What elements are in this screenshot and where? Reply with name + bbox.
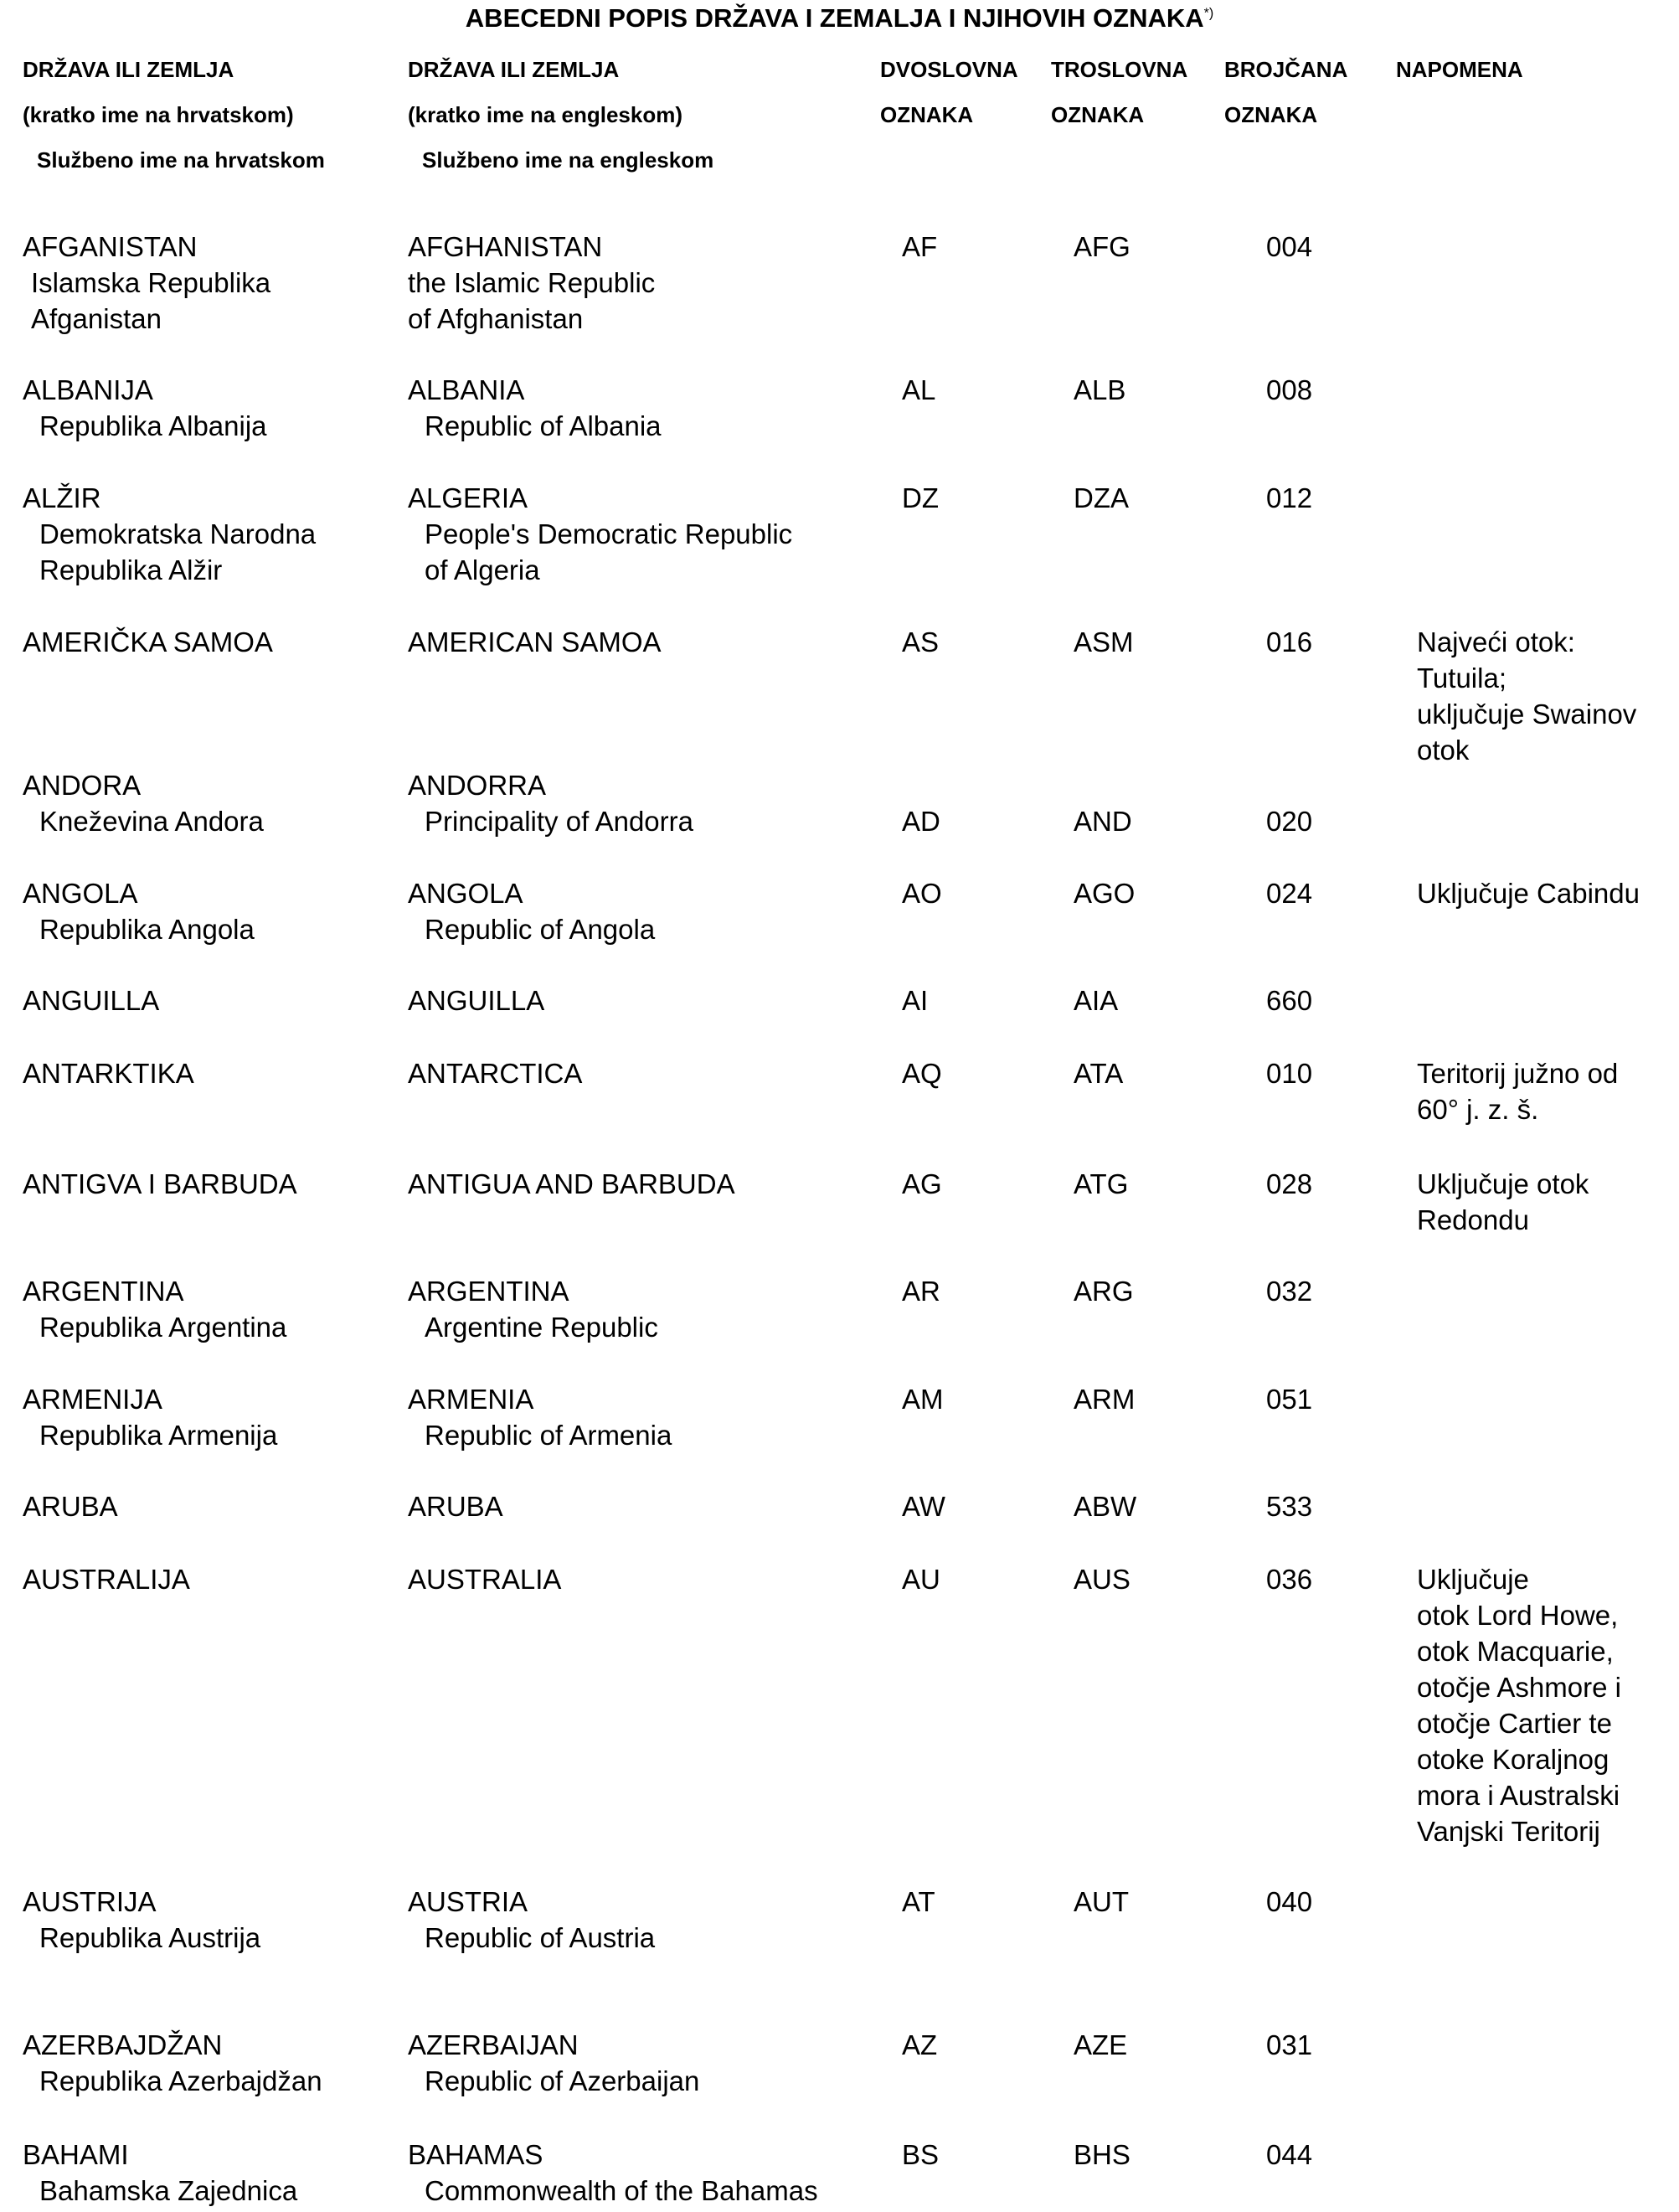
short-name-hr: AMERIČKA SAMOA <box>23 626 273 657</box>
short-name-hr: ARMENIJA <box>23 1384 162 1415</box>
numeric-code: 660 <box>1266 985 1313 1016</box>
numeric-code: 036 <box>1266 1564 1313 1595</box>
alpha3-code: AFG <box>1074 231 1130 262</box>
alpha3-code: AUS <box>1074 1564 1130 1595</box>
alpha2-code: BS <box>902 2139 940 2170</box>
header-en-1: DRŽAVA ILI ZEMLJA <box>408 57 620 82</box>
header-hr-3: Službeno ime na hrvatskom <box>37 147 325 173</box>
alpha3-code: AND <box>1074 806 1132 837</box>
official-name-en: Republic of Armenia <box>425 1420 672 1451</box>
numeric-code: 008 <box>1266 374 1313 405</box>
official-name-en: Commonwealth of the Bahamas <box>425 2175 818 2206</box>
alpha3-code: ARG <box>1074 1276 1134 1307</box>
header-numeric-1: BROJČANA <box>1224 57 1348 82</box>
alpha2-code: AF <box>902 231 938 262</box>
official-name-en: Republic of Angola <box>425 914 656 945</box>
numeric-code: 051 <box>1266 1384 1313 1415</box>
short-name-en: ANGUILLA <box>408 985 545 1016</box>
header-numeric-2: OZNAKA <box>1224 102 1318 127</box>
alpha3-code: BHS <box>1074 2139 1130 2170</box>
official-name-hr: Republika Armenija <box>39 1420 278 1451</box>
title-text: ABECEDNI POPIS DRŽAVA I ZEMALJA I NJIHOVIH OZNAKA <box>465 3 1204 33</box>
short-name-en: AUSTRIA <box>408 1886 528 1917</box>
short-name-hr: BAHAMI <box>23 2139 129 2170</box>
header-hr-1: DRŽAVA ILI ZEMLJA <box>23 57 234 82</box>
numeric-code: 004 <box>1266 231 1313 262</box>
alpha2-code: AI <box>902 985 929 1016</box>
short-name-en: ARGENTINA <box>408 1276 569 1307</box>
alpha3-code: AUT <box>1074 1886 1129 1917</box>
official-name-en: People's Democratic Republic of Algeria <box>425 518 793 585</box>
alpha2-code: AM <box>902 1384 944 1415</box>
alpha3-code: DZA <box>1074 482 1129 513</box>
numeric-code: 024 <box>1266 878 1313 909</box>
short-name-hr: ALŽIR <box>23 482 101 513</box>
page-title <box>0 3 1679 34</box>
short-name-en: AFGHANISTAN <box>408 231 603 262</box>
official-name-hr: Republika Argentina <box>39 1312 287 1343</box>
short-name-hr: ANTIGVA I BARBUDA <box>23 1168 297 1199</box>
header-hr-2: (kratko ime na hrvatskom) <box>23 102 294 127</box>
alpha2-code: AR <box>902 1276 940 1307</box>
alpha2-code: AU <box>902 1564 940 1595</box>
alpha2-code: AS <box>902 626 940 657</box>
official-name-hr: Demokratska Narodna Republika Alžir <box>39 518 317 585</box>
alpha3-code: ARM <box>1074 1384 1136 1415</box>
header-en-2: (kratko ime na engleskom) <box>408 102 682 127</box>
short-name-en: ANTIGUA AND BARBUDA <box>408 1168 735 1199</box>
alpha3-code: ATG <box>1074 1168 1129 1199</box>
note-text: Uključuje Cabindu <box>1417 878 1640 909</box>
numeric-code: 012 <box>1266 482 1313 513</box>
numeric-code: 044 <box>1266 2139 1313 2170</box>
alpha2-code: AW <box>902 1491 945 1522</box>
alpha2-code: AT <box>902 1886 935 1917</box>
short-name-hr: AZERBAJDŽAN <box>23 2029 223 2060</box>
alpha2-code: AG <box>902 1168 942 1199</box>
numeric-code: 016 <box>1266 626 1313 657</box>
numeric-code: 020 <box>1266 806 1313 837</box>
official-name-en: Republic of Albania <box>425 410 662 441</box>
official-name-hr: Islamska Republika Afganistan <box>31 267 271 334</box>
short-name-en: ANTARCTICA <box>408 1058 583 1089</box>
short-name-hr: AUSTRALIJA <box>23 1564 190 1595</box>
header-alpha3-1: TROSLOVNA <box>1051 57 1188 82</box>
note-text: Najveći otok: Tutuila; uključuje Swainov otok <box>1417 626 1637 766</box>
official-name-en: Republic of Austria <box>425 1922 656 1953</box>
official-name-en: Principality of Andorra <box>425 806 693 837</box>
short-name-en: AMERICAN SAMOA <box>408 626 662 657</box>
short-name-en: BAHAMAS <box>408 2139 543 2170</box>
short-name-en: AUSTRALIA <box>408 1564 562 1595</box>
official-name-hr: Bahamska Zajednica <box>39 2175 298 2206</box>
short-name-hr: AUSTRIJA <box>23 1886 157 1917</box>
short-name-hr: ANGUILLA <box>23 985 160 1016</box>
alpha2-code: AD <box>902 806 940 837</box>
numeric-code: 028 <box>1266 1168 1313 1199</box>
numeric-code: 533 <box>1266 1491 1313 1522</box>
short-name-hr: ANDORA <box>23 770 142 801</box>
short-name-en: ARMENIA <box>408 1384 534 1415</box>
note-text: Uključuje otok Redondu <box>1417 1168 1589 1235</box>
numeric-code: 040 <box>1266 1886 1313 1917</box>
short-name-en: ARUBA <box>408 1491 503 1522</box>
header-alpha2-1: DVOSLOVNA <box>880 57 1018 82</box>
note-text: Teritorij južno od 60° j. z. š. <box>1417 1058 1619 1125</box>
numeric-code: 010 <box>1266 1058 1313 1089</box>
short-name-en: ALGERIA <box>408 482 528 513</box>
official-name-en: Republic of Azerbaijan <box>425 2065 700 2096</box>
numeric-code: 032 <box>1266 1276 1313 1307</box>
alpha2-code: AZ <box>902 2029 938 2060</box>
short-name-en: AZERBAIJAN <box>408 2029 579 2060</box>
numeric-code: 031 <box>1266 2029 1313 2060</box>
short-name-hr: ARUBA <box>23 1491 118 1522</box>
alpha3-code: ABW <box>1074 1491 1137 1522</box>
official-name-hr: Republika Azerbajdžan <box>39 2065 322 2096</box>
official-name-hr: Republika Albanija <box>39 410 267 441</box>
header-note: NAPOMENA <box>1396 57 1523 82</box>
header-en-3: Službeno ime na engleskom <box>422 147 714 173</box>
official-name-hr: Kneževina Andora <box>39 806 264 837</box>
alpha3-code: ATA <box>1074 1058 1124 1089</box>
short-name-hr: ALBANIJA <box>23 374 153 405</box>
alpha3-code: AZE <box>1074 2029 1128 2060</box>
short-name-hr: ARGENTINA <box>23 1276 184 1307</box>
short-name-en: ALBANIA <box>408 374 525 405</box>
short-name-en: ANDORRA <box>408 770 547 801</box>
alpha3-code: AIA <box>1074 985 1119 1016</box>
alpha3-code: AGO <box>1074 878 1136 909</box>
short-name-hr: AFGANISTAN <box>23 231 198 262</box>
header-alpha3-2: OZNAKA <box>1051 102 1145 127</box>
official-name-hr: Republika Austrija <box>39 1922 261 1953</box>
alpha2-code: DZ <box>902 482 939 513</box>
official-name-hr: Republika Angola <box>39 914 255 945</box>
alpha3-code: ASM <box>1074 626 1134 657</box>
short-name-hr: ANTARKTIKA <box>23 1058 194 1089</box>
alpha3-code: ALB <box>1074 374 1126 405</box>
header-alpha2-2: OZNAKA <box>880 102 974 127</box>
footnote-mark: *) <box>1203 6 1214 21</box>
alpha2-code: AL <box>902 374 936 405</box>
alpha2-code: AQ <box>902 1058 942 1089</box>
official-name-en: the Islamic Republic of Afghanistan <box>408 267 656 334</box>
alpha2-code: AO <box>902 878 942 909</box>
official-name-en: Argentine Republic <box>425 1312 658 1343</box>
short-name-en: ANGOLA <box>408 878 523 909</box>
short-name-hr: ANGOLA <box>23 878 138 909</box>
note-text: Uključuje otok Lord Howe, otok Macquarie, otočje Ashmore i otočje Cartier te otoke Koraljnog mora i Australski Vanjski Teritorij <box>1417 1564 1621 1847</box>
